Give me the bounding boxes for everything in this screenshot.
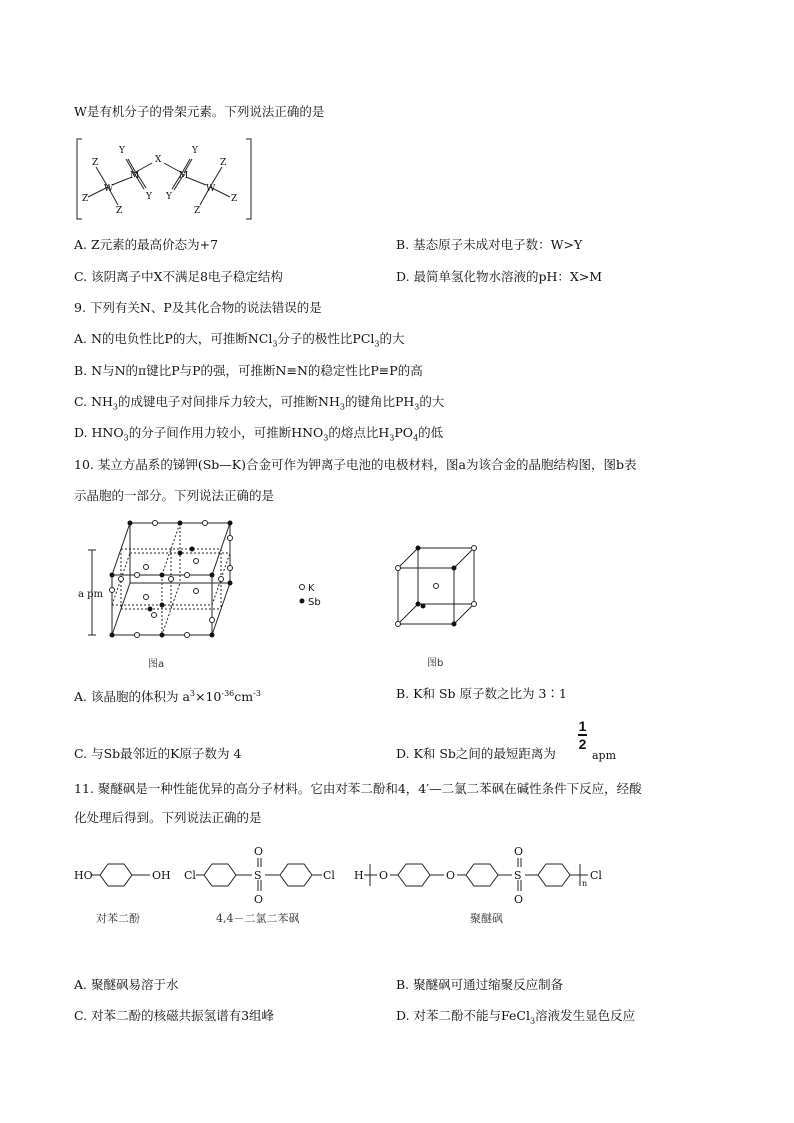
atom-label: W [104,184,114,194]
atom-label: X [155,155,162,165]
polyethersulfone-label: 聚醚砜 [470,912,503,925]
atom-label: Z [220,158,227,168]
figure-b-caption: 图b [427,658,444,669]
half-fraction: 1 2 [578,718,587,752]
q9-stem: 9. 下列有关N、P及其化合物的说法错误的是 [74,300,322,315]
atom-label: O [254,893,264,906]
q10-option-d[interactable]: D. K和 Sb之间的最短距离为 [396,746,556,761]
hydroquinone-label: 对苯二酚 [96,912,140,925]
distance-unit: apm [592,749,617,762]
q11-option-a[interactable]: A. 聚醚砜易溶于水 [74,977,179,992]
atom-label: W [206,184,216,194]
polymer-structures-figure [70,842,630,928]
q8-option-c[interactable]: C. 该阴离子中X不满足8电子稳定结构 [74,269,283,284]
q9-option-a[interactable]: A. N的电负性比P的大，可推断NCl$_3$分子的极性比PCl$_3$的大 [74,331,405,349]
q11-option-c[interactable]: C. 对苯二酚的核磁共振氢谱有3组峰 [74,1008,275,1023]
k-legend-icon [300,585,305,590]
atom-label: M [179,171,189,181]
question-intro: W是有机分子的骨架元素。下列说法正确的是 [74,104,325,119]
atom-label: n [582,879,588,888]
legend-k-label: K [308,583,315,594]
atom-label: HO [74,869,93,882]
q9-option-b[interactable]: B. N与N的π键比P与P的强，可推断N≡N的稳定性比P≡P的高 [74,363,423,378]
atom-label: Y [192,146,198,156]
atom-legend [296,580,336,610]
q10-stem-line1: 10. 某立方晶系的锑钾(Sb—K)合金可作为钾离子电池的电极材料，图a为该合金的晶胞结构图，图b表 [74,457,637,472]
atom-label: Cl [323,869,335,882]
q8-option-a[interactable]: A. Z元素的最高价态为+7 [74,237,219,252]
atom-label: O [514,893,524,906]
atom-label: O [514,845,524,858]
atom-label: OH [152,869,171,882]
atom-label: Y [166,192,172,202]
atom-label: Cl [590,869,602,882]
dichlorodiphenylsulfone-label: 4,4－二氯二苯砜 [216,912,300,925]
q10-option-c[interactable]: C. 与Sb最邻近的K原子数为 4 [74,746,242,761]
q10-stem-line2: 示晶胞的一部分。下列说法正确的是 [74,488,275,503]
atom-label: Z [92,158,99,168]
atom-label: Z [116,206,123,216]
q9-option-c[interactable]: C. $NH_3$的成键电子对间排斥力较大，可推断$NH_3$的键角比$PH_3$的大 [74,394,445,412]
q11-option-d[interactable]: D. 对苯二酚不能与FeCl$_3$溶液发生显色反应 [396,1008,636,1026]
atom-label: Z [82,194,89,204]
atom-label: S [254,869,262,882]
atom-label: O [379,869,389,882]
atom-label: Z [194,206,201,216]
atom-label: S [514,869,522,882]
atom-label: H [354,869,364,882]
q11-stem-line2: 化处理后得到。下列说法正确的是 [74,810,262,825]
q9-option-d[interactable]: D. $HNO_3$的分子间作用力较小，可推断$HNO_3$的熔点比$H_3PO_4$的低 [74,425,444,443]
q11-stem-line1: 11. 聚醚砜是一种性能优异的高分子材料。它由对苯二酚和4，4′—二氯二苯砜在碱性条件下反应，经酸 [74,781,642,796]
q8-option-d[interactable]: D. 最简单氢化物水溶液的pH：X>M [396,269,603,284]
atom-label: Z [231,194,238,204]
q11-option-b[interactable]: B. 聚醚砜可通过缩聚反应制备 [396,977,564,992]
crystal-cell-figure-b [390,542,490,670]
figure-a-caption: 图a [148,659,165,670]
q10-option-b[interactable]: B. K和 Sb 原子数之比为 3∶1 [396,686,567,701]
atom-label: M [130,171,140,181]
sb-legend-icon [300,599,305,604]
atom-label: O [446,869,456,882]
atom-label: Cl [184,869,196,882]
atom-label: Y [119,146,125,156]
dimension-label: a pm [78,589,104,600]
q8-option-b[interactable]: B. 基态原子未成对电子数：W>Y [396,237,583,252]
q10-option-a[interactable]: A. 该晶胞的体积为 $a^3\times 10^{-36}cm^{-3}$ [74,689,261,705]
legend-sb-label: Sb [308,597,321,608]
atom-label: O [254,845,264,858]
crystal-cell-figure-a [74,515,254,673]
anion-structure-figure [74,135,264,223]
atom-label: Y [146,192,152,202]
